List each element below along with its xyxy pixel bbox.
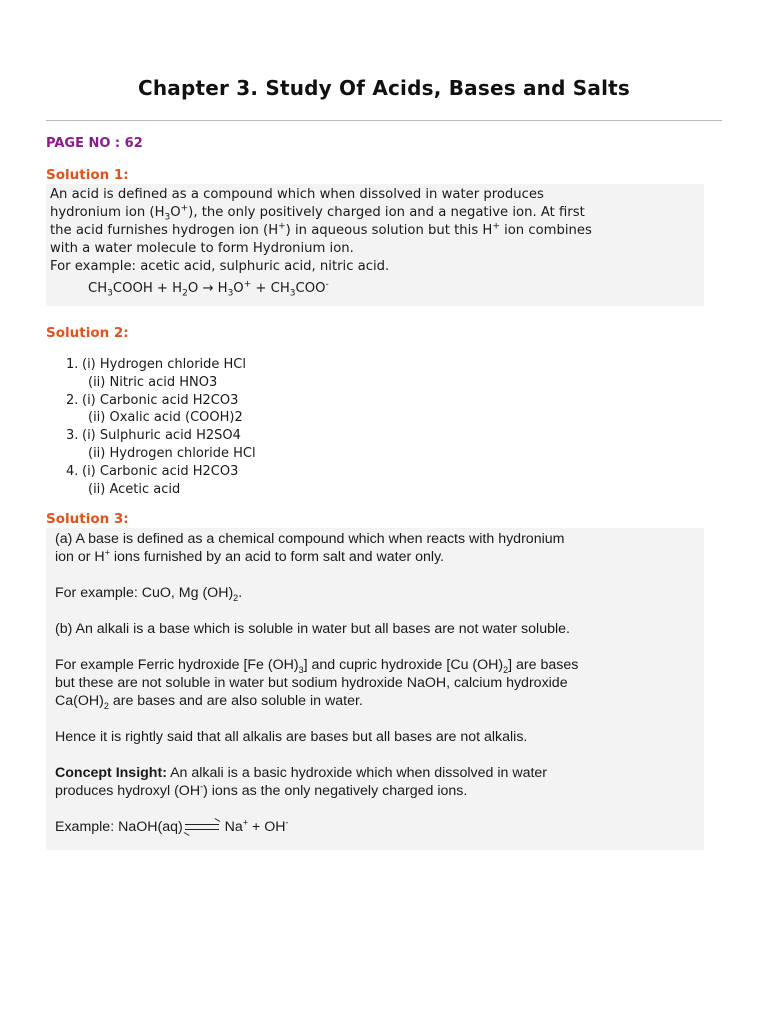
- list-item: 1. (i) Hydrogen chloride HCl (ii) Nitric acid HNO3: [66, 357, 246, 390]
- example-2: For example Ferric hydroxide [Fe $(OH)_3$] and cupric hydroxide [Cu $(OH)_2$] are bases but these are not soluble in water but sodium hydroxide NaOH, calcium hydroxide $Ca(OH)_2$ are bases and are also soluble in water.: [55, 657, 579, 711]
- solution-1-line: the acid furnishes hydrogen ion (H+) in aqueous solution but this H+ ion combines: [50, 221, 592, 238]
- concept-insight: Concept Insight: An alkali is a basic hydroxide which when dissolved in water produces hydroxyl (OH-) ions as the only negatively charged ions.: [55, 765, 548, 799]
- solution-1-line: For example: acetic acid, sulphuric acid, nitric acid.: [50, 259, 390, 274]
- equilibrium-arrow-icon: [183, 821, 221, 833]
- hence-paragraph: Hence it is rightly said that all alkalis are bases but all bases are not alkalis.: [55, 729, 528, 745]
- list-item: 2. (i) Carbonic acid H2CO3 (ii) Oxalic acid (COOH)2: [66, 392, 243, 426]
- list-item: 3. (i) Sulphuric acid H2SO4 (ii) Hydrogen chloride HCl: [66, 428, 256, 461]
- list-item: 4. (i) Carbonic acid H2CO3 (ii) Acetic acid: [66, 463, 239, 497]
- solution-1-box: [46, 184, 704, 306]
- example-1: For example: CuO, Mg $(OH)_2$.: [55, 585, 243, 603]
- example-equation: Example: NaOH(aq) Na+ + OH-: [55, 817, 289, 835]
- part-a-paragraph: (a) A base is defined as a chemical compound which when reacts with hydronium ion or H+ ions furnished by an acid to form salt and water only.: [55, 531, 565, 565]
- solution-1-line: An acid is defined as a compound which when dissolved in water produces: [50, 187, 544, 202]
- title-divider: [46, 120, 722, 121]
- chemical-equation: $CH_3COOH + H_2O \to H_3O^+ + CH_3COO^-$: [88, 279, 329, 299]
- part-b-paragraph: (b) An alkali is a base which is soluble in water but all bases are not water soluble.: [55, 621, 570, 637]
- page-number: PAGE NO : 62: [46, 136, 143, 151]
- solution-2-list: [66, 356, 256, 498]
- solution-3-heading: Solution 3:: [46, 511, 129, 527]
- solution-3-box: [46, 528, 704, 850]
- solution-2-heading: Solution 2:: [46, 325, 129, 341]
- solution-1-heading: Solution 1:: [46, 167, 129, 183]
- chapter-title: Chapter 3. Study Of Acids, Bases and Salts: [137, 76, 631, 100]
- solution-1-line: with a water molecule to form Hydronium ion.: [50, 241, 354, 256]
- solution-1-line: hydronium ion $(H_3O^+)$, the only positively charged ion and a negative ion. At first: [50, 203, 585, 223]
